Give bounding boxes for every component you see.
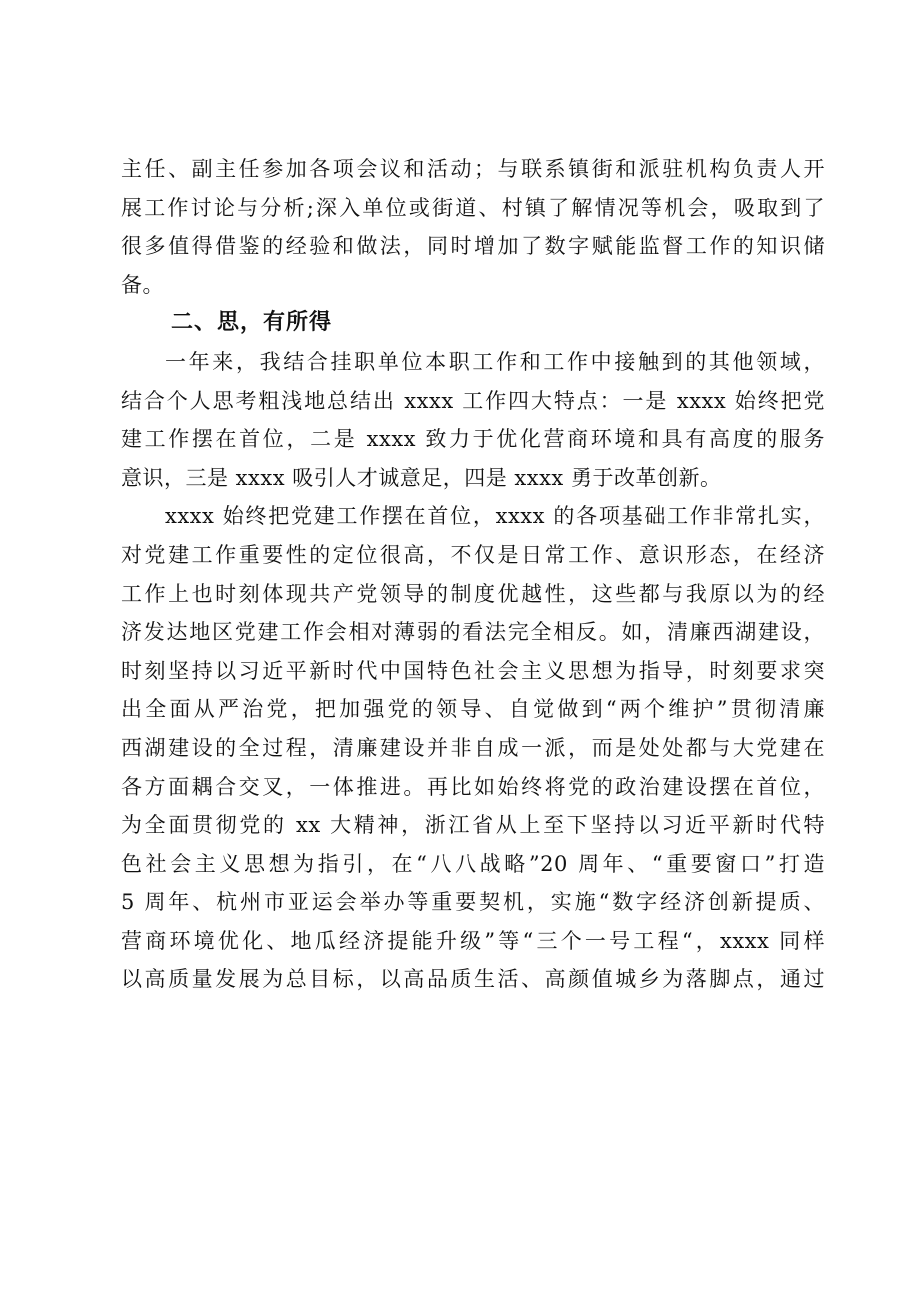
text-line: 对党建工作重要性的定位很高，不仅是日常工作、意识形态，在经济 xyxy=(121,542,825,567)
text-line: 西湖建设的全过程，清廉建设并非自成一派，而是处处都与大党建在 xyxy=(121,735,825,760)
text-line: 济发达地区党建工作会相对薄弱的看法完全相反。如，清廉西湖建设， xyxy=(121,620,825,645)
text-line: 一年来，我结合挂职单位本职工作和工作中接触到的其他领域， xyxy=(165,349,825,374)
text-line: 工作上也时刻体现共产党领导的制度优越性，这些都与我原以为的经 xyxy=(121,581,825,606)
text-line: 各方面耦合交叉，一体推进。再比如始终将党的政治建设摆在首位， xyxy=(121,774,825,799)
section-heading: 二、思，有所得 xyxy=(171,310,333,336)
text-line: 营商环境优化、地瓜经济提能升级”等“三个一号工程“，xxxx 同样 xyxy=(121,928,825,953)
text-line: 结合个人思考粗浅地总结出 xxxx 工作四大特点：一是 xxxx 始终把党 xyxy=(121,388,825,413)
text-line: 备。 xyxy=(121,272,164,297)
text-line: 很多值得借鉴的经验和做法，同时增加了数字赋能监督工作的知识储 xyxy=(121,234,825,259)
text-line: 以高质量发展为总目标，以高品质生活、高颜值城乡为落脚点，通过 xyxy=(121,967,825,992)
text-line: 时刻坚持以习近平新时代中国特色社会主义思想为指导，时刻要求突 xyxy=(121,658,825,683)
text-line: xxxx 始终把党建工作摆在首位，xxxx 的各项基础工作非常扎实， xyxy=(165,504,825,529)
text-line: 展工作讨论与分析;深入单位或街道、村镇了解情况等机会，吸取到了 xyxy=(121,195,825,220)
text-line: 色社会主义思想为指引，在“八八战略”20 周年、“重要窗口”打造 xyxy=(121,851,825,876)
text-line: 为全面贯彻党的 xx 大精神，浙江省从上至下坚持以习近平新时代特 xyxy=(121,813,825,838)
document-body xyxy=(121,150,825,999)
text-line: 建工作摆在首位，二是 xxxx 致力于优化营商环境和具有高度的服务 xyxy=(121,427,825,452)
text-line: 5 周年、杭州市亚运会举办等重要契机，实施“数字经济创新提质、 xyxy=(121,890,825,915)
text-line: 主任、副主任参加各项会议和活动；与联系镇街和派驻机构负责人开 xyxy=(121,157,825,181)
paragraph-2 xyxy=(121,343,825,497)
text-line: 出全面从严治党，把加强党的领导、自觉做到“两个维护”贯彻清廉 xyxy=(121,697,825,722)
paragraph-1 xyxy=(121,150,825,304)
text-line: 意识，三是 xxxx 吸引人才诚意足，四是 xxxx 勇于改革创新。 xyxy=(121,465,722,490)
paragraph-3 xyxy=(121,497,825,999)
